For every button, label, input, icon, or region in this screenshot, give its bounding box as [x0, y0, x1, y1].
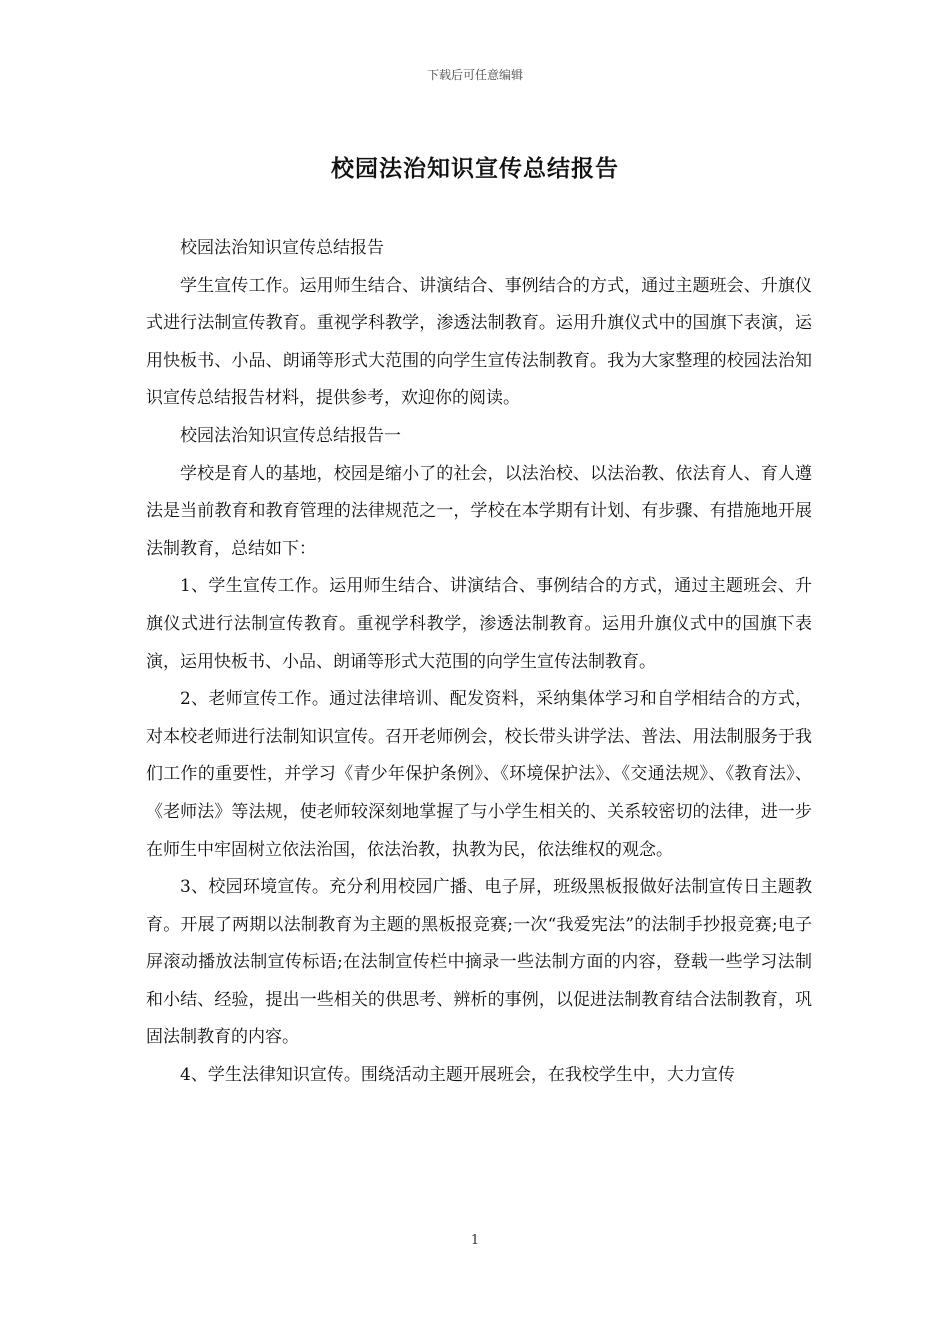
paragraph: 1、学生宣传工作。运用师生结合、讲演结合、事例结合的方式，通过主题班会、升旗仪式进行法制宣传教育。重视学科教学，渗透法制教育。运用升旗仪式中的国旗下表演，运用快板书、小品、朗诵等形式大范围的向学生宣传法制教育。 — [146, 576, 812, 672]
page-number: 1 — [470, 1233, 480, 1248]
paragraph: 校园法治知识宣传总结报告一 — [180, 425, 401, 446]
paragraph: 校园法治知识宣传总结报告 — [180, 238, 384, 258]
document-body — [146, 230, 812, 1095]
header-note: 下载后可任意编辑 — [426, 68, 523, 82]
paragraph: 3、校园环境宣传。充分利用校园广播、电子屏，班级黑板报做好法制宣传日主题教育。开展了两期以法制教育为主题的黑板报竞赛;一次“我爱宪法”的法制手抄报竞赛;电子屏滚动播放法制宣传标语;在法制宣传栏中摘录一些法制方面的内容，登载一些学习法制和小结、经验，提出一些相关的供思考、辨析的事例，以促进法制教育结合法制教育，巩固法制教育的内容。 — [146, 877, 812, 1048]
paragraph: 学校是育人的基地，校园是缩小了的社会，以法治校、以法治教、依法育人、育人遵法是当前教育和教育管理的法律规范之一，学校在本学期有计划、有步骤、有措施地开展法制教育，总结如下： — [146, 463, 812, 559]
paragraph: 4、学生法律知识宣传。围绕活动主题开展班会，在我校学生中，大力宣传 — [180, 1065, 735, 1086]
document-title: 校园法治知识宣传总结报告 — [331, 155, 619, 182]
paragraph: 学生宣传工作。运用师生结合、讲演结合、事例结合的方式，通过主题班会、升旗仪式进行法制宣传教育。重视学科教学，渗透法制教育。运用升旗仪式中的国旗下表演，运用快板书、小品、朗诵等形式大范围的向学生宣传法制教育。我为大家整理的校园法治知识宣传总结报告材料，提供参考，欢迎你的阅读。 — [146, 275, 812, 409]
paragraph: 2、老师宣传工作。通过法律培训、配发资料，采纳集体学习和自学相结合的方式，对本校老师进行法制知识宣传。召开老师例会，校长带头讲学法、普法、用法制服务于我们工作的重要性，并学习《青少年保护条例》、《环境保护法》、《交通法规》、《教育法》、《老师法》等法规，使老师较深刻地掌握了与小学生相关的、关系较密切的法律，进一步在师生中牢固树立依法治国，依法治教，执教为民，依法维权的观念。 — [146, 689, 812, 860]
